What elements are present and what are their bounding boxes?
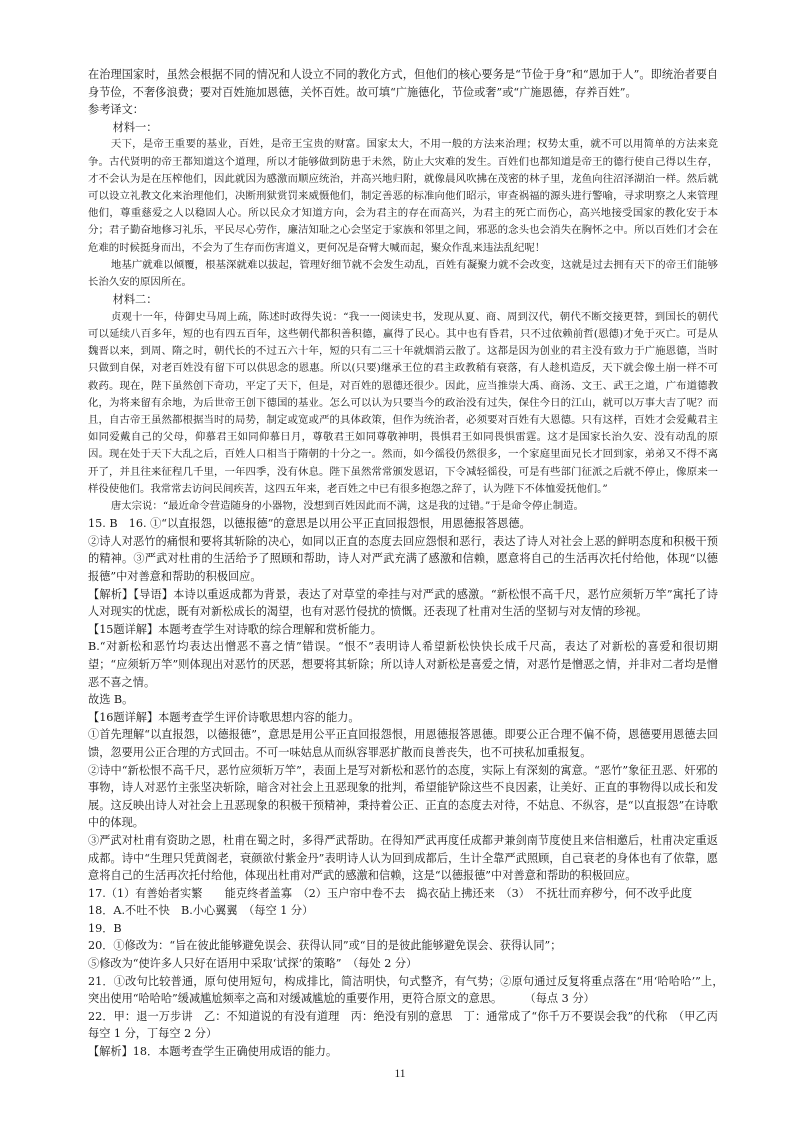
analysis-18: 【解析】18．本题考查学生正确使用成语的能力。 (88, 1045, 338, 1059)
page-number: 11 (394, 1068, 406, 1080)
analysis-guide: 【解析】【导语】本诗以重返成都为背景，表达了对草堂的牵挂与对严武的感激。“新松恨不高千尺，恶竹应须斩万竿”寓托了诗人对现实的忧虑，既有对新松成长的渴望，也有对恶竹侵扰的愤慨。还表现了杜甫对生活的坚韧与对友情的珍视。 (88, 587, 718, 619)
q15-choice: 故选 B。 (88, 693, 134, 707)
material-two-heading: 材料二： (112, 293, 158, 307)
q16-point-1: ①首先理解“以直报怨，以德报德”，意思是用公平正直回报怨恨，用恩德报答恩德。即要公正合理不偏不倚，恩德要用恩德去回馈，忽要用公正合理的方式回击。不可一味姑息从而纵容罪恶扩散而良善丧失，也不可挟私加重报复。 (88, 728, 718, 759)
material-one-heading: 材料一： (112, 120, 158, 134)
q16-point-2: ②诗中“新松恨不高千尺，恶竹应须斩万竿”，表面上是写对新松和恶竹的态度，实际上有深刻的寓意。“恶竹”象征丑恶、奸邪的事物，诗人对恶竹主张坚决斩除，暗含对社会上丑恶现象的批判，希望能铲除这些不良因素，让美好、正直的事物得以成长和发展。这反映出诗人对社会上丑恶现象的积极干预精神，秉持着公正、正直的态度去对待，不姑息、不纵容，是“以直报怨”在诗歌中的体现。 (88, 763, 718, 830)
translation-heading: 参考译文： (88, 103, 144, 117)
answer-22: 22．甲：退一万步讲 乙：不知道说的有没有道理 丙：绝没有别的意思 丁：通常成了“你千万不要误会我”的代称 （甲乙丙每空 1 分，丁每空 2 分） (88, 1009, 718, 1041)
answer-16-points: ②诗人对恶竹的痛恨和要将其斩除的决心，如同以正直的态度去回应怨恨和恶行，表达了诗人对社会上恶的鲜明态度和积极干预的精神。③严武对杜甫的生活给予了照顾和帮助，诗人对严武充满了感激和信赖，愿意将自己的生活再次托付给他，体现“以德报德”中对善意和帮助的积极回应。 (88, 534, 718, 584)
answer-19: 19．B (88, 921, 122, 935)
answer-20-b: ⑤修改为“使许多人只好在语用中采取‘试探’的策略” （每处 2 分） (88, 957, 418, 971)
answer-paragraph-intro: 在治理国家时，虽然会根据不同的情况和人设立不同的教化方式，但他们的核心要务是“节俭于身”和“恩加于人”。即统治者要自身节俭，不奢侈浪费；要对百姓施加恩德，关怀百姓。故可填“广施德化，节俭或奢”或“广施恩德，存养百姓”。 (88, 68, 718, 99)
document-body (88, 66, 730, 1061)
q15-detail: B.“对新松和恶竹均表达出憎恶不喜之情”错误。“恨不”表明诗人希望新松快快长成千尺高，表达了对新松的喜爱和很切期望；“应须斩万竿”则体现出对恶竹的厌恶，想要将其斩除；所以诗人对新松是喜爱之情，对恶竹是憎恶之情，并非对二者均是憎恶不喜之情。 (88, 640, 718, 689)
material-two-paragraph: 贞观十一年，侍御史马周上疏，陈述时政得失说：“我一一阅读史书，发现从夏、商、周到汉代，朝代不断交接更替，到国长的朝代可以延续八百多年，短的也有四五百年，这些朝代都积善积德，赢得了民心。其中也有昏君，只不过依赖前哲(恩德)才免于灭亡。可是从魏晋以来，到周、隋之时，朝代长的不过五六十年，短的只有二三十年就烟消云散了。这都是因为创业的君主没有致力于广施恩德，当时只做到自保，对老百姓没有留下可以供思念的恩惠。所以(只要)继承王位的君主政教稍有衰落，有人趁机造反，天下就会像土崩一样不可救药。现在，陛下虽然创下奇功，平定了天下，但是，对百姓的恩德还很少。因此，应当推崇大禹、商汤、文王、武王之道，广布道德教化，为将来留有余地，为后世帝王创下德国的基业。怎么可以认为只要当今的政治没有过失，保住今日的江山，就可以万事大吉了呢？而且，自古帝王虽然都根据当时的局势，制定或宽或严的具体政策，但作为统治者，必须要对百姓有大恩德。只有这样，百姓才会爱戴君主如同爱戴自己的父母，仰慕君王如同仰慕日月，尊敬君王如同尊敬神明，畏惧君王如同畏惧雷霆。这才是国家长治久安、没有动乱的原因。现在处于天下大乱之后，百姓人口相当于隋朝的十分之一。然而，如今徭役仍然很多，一个家庭里面兄长才回到家，弟弟又不得不离开了，并且往来征程几千里，一年四季，没有休息。陛下虽然常常颁发恩诏，下令减轻徭役，可是有些部门征派之后就不停止，像原来一样役使他们。我常常去访问民间疾苦，这四五年来，老百姓之中已有很多抱怨之辞了，认为陛下不体恤爱抚他们。” (88, 310, 718, 495)
material-one-paragraph: 天下，是帝王重要的基业，百姓，是帝王宝贵的财富。国家太大，不用一般的方法来治理；权势太重，就不可以用简单的方法来竞争。古代贤明的帝王都知道这个道理，所以才能够做到防患于未然，防止大灾难的发生。百姓们也都知道是帝王的德行使自己得以生存，才不会认为是在压榨他们，因此就因为感激而顺应统治，并高兴地归附，就像晨风吹拂在茂密的林子里，龙鱼向往沼泽湖泊一样。然后就可以设立礼教文化来治理他们，决断刑狱赏罚来威慑他们，制定善恶的标准向他们昭示，审查祸福的源头进行警喻，寻求明察之人来管理他们，尊重慈爱之人以稳固人心。所以民众才知道方向，会为君主的存在而高兴，为君主的死亡而伤心，高兴地接受国家的教化安于本分；君子勤奋地修习礼乐，平民尽心劳作，廉洁知耻之心会坚定于家族和邻里之间，邪恶的念头也会消失在胸怀之中。所以百姓们才会在危难的时候挺身而出，不会为了生存而伤害道义，更何况是奋臂大喊而起，聚众作乱来违法乱纪呢！ (88, 138, 718, 254)
q16-point-3: ③严武对杜甫有资助之恩，杜甫在蜀之时，多得严武帮助。在得知严武再度任成都尹兼剑南节度使且来信相邀后，杜甫决定重返成都。诗中“生理只凭黄阁老，衰颜欲付紫金丹”表明诗人认为回到成都后，生计全靠严武照顾，自己衰老的身体也有了依靠，愿意将自己的生活再次托付给他，体现出杜甫对严武的感激和信赖，这是“以德报德”中对善意和帮助的积极回应。 (88, 833, 718, 883)
material-two-ending: 唐太宗说：“最近命令营造随身的小器物，没想到百姓因此而不满，这是我的过错。”于是命令停止制造。 (110, 500, 584, 513)
q15-detail-heading: 【15题详解】本题考查学生对诗歌的综合理解和赏析能力。 (88, 622, 382, 636)
answer-17: 17.（1）有善始者实繁 能克终者盖寡 （2）玉户帘中卷不去 捣衣砧上拂还来 （3） 不抚壮而弃秽兮，何不改乎此度 (88, 886, 693, 900)
q16-detail-heading: 【16题详解】本题考查学生评价诗歌思想内容的能力。 (88, 710, 360, 724)
answer-15-16: 15. B 16. ①“以直报怨，以德报德”的意思是以用公平正直回报怨恨，用恩德报答恩德。 (88, 517, 531, 531)
answer-18: 18．A.不吐不快 B.小心翼翼 （每空 1 分） (88, 904, 314, 918)
answer-20-a: 20．①修改为：“旨在彼此能够避免误会、获得认同”或“目的是彼此能够避免误会、获得认同”； (88, 939, 562, 953)
material-one-conclusion: 地基广就难以倾覆，根基深就难以拔起，管理好细节就不会发生动乱，百姓有凝聚力就不会改变，这就是过去拥有天下的帝王们能够长治久安的原因所在。 (88, 258, 718, 288)
answer-21: 21．①改句比较普通，原句使用短句，构成排比，简洁明快，句式整齐，有气势；②原句通过反复将重点落在“用‘哈哈哈’”上， 突出使用“哈哈哈”缓减尴尬频率之高和对缓减尴尬的重要作用，更符合原文的意思。 （每点 3 分） (88, 974, 730, 1006)
